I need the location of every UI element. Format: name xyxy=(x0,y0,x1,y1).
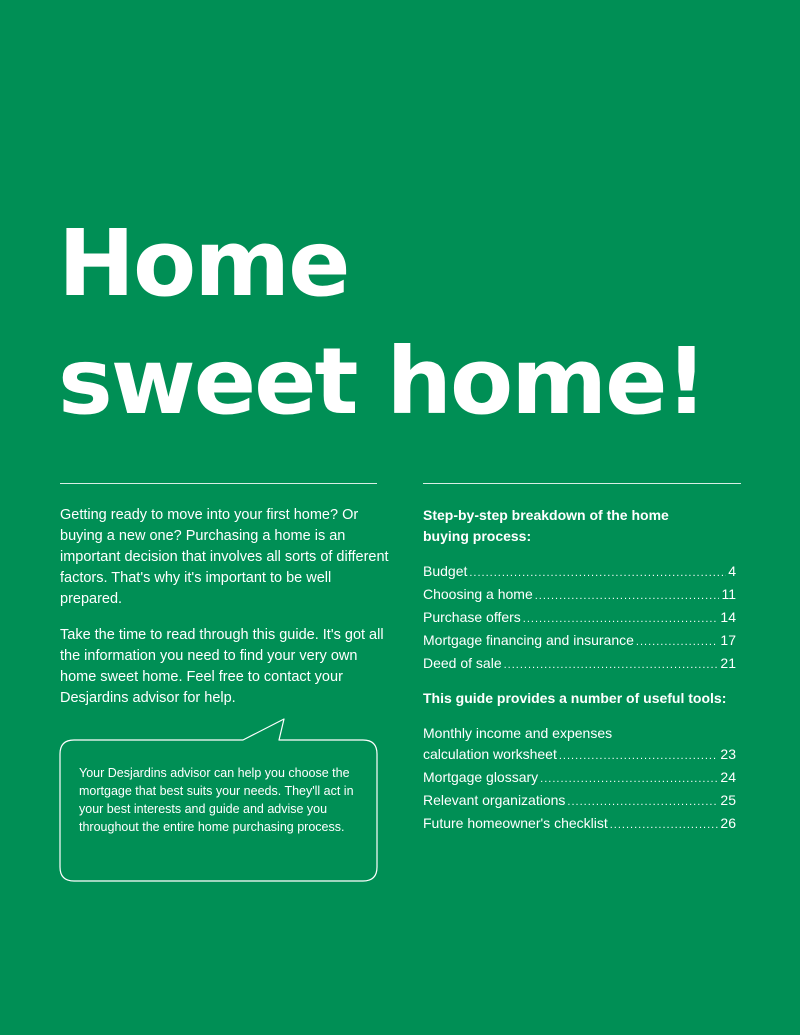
left-divider xyxy=(60,483,377,484)
toc-item-label: Choosing a home xyxy=(423,586,533,602)
toc-item-page: 4 xyxy=(728,563,736,579)
table-of-contents xyxy=(423,505,736,836)
toc-item-page: 24 xyxy=(720,769,736,785)
toc-leader-dots xyxy=(540,769,718,790)
toc-item-label: Deed of sale xyxy=(423,655,502,671)
intro-paragraph-1: Getting ready to move into your first home? Or buying a new one? Purchasing a home is an important decision that involves all sorts of different factors. That's why it's important to be well prepared. xyxy=(60,507,389,607)
advisor-callout xyxy=(60,740,377,881)
toc-item-label-first-line: Monthly income and expenses xyxy=(423,725,613,741)
toc-item-mortgage-financing[interactable] xyxy=(423,630,736,653)
toc-item-mortgage-glossary[interactable] xyxy=(423,767,736,790)
toc-leader-dots xyxy=(504,655,719,676)
toc-leader-dots xyxy=(610,815,719,836)
toc-item-relevant-organizations[interactable] xyxy=(423,790,736,813)
toc-leader-dots xyxy=(523,609,719,630)
toc-item-purchase-offers[interactable] xyxy=(423,607,736,630)
toc-item-page: 21 xyxy=(720,655,736,671)
title-line-2: sweet home! xyxy=(58,328,706,435)
toc-item-page: 17 xyxy=(720,632,736,648)
steps-heading: Step-by-step breakdown of the home buying process: xyxy=(423,507,669,544)
toc-item-page: 23 xyxy=(720,746,736,762)
intro-paragraph-2: Take the time to read through this guide. It's got all the information you need to find your very own home sweet home. Feel free to contact your Desjardins advisor for help. xyxy=(60,627,384,706)
toc-leader-dots xyxy=(559,746,719,767)
toc-leader-dots xyxy=(567,792,718,813)
toc-item-label: Budget xyxy=(423,563,468,579)
toc-item-deed-of-sale[interactable] xyxy=(423,653,736,676)
toc-item-label: calculation worksheet xyxy=(423,746,557,762)
intro-text xyxy=(60,505,390,724)
toc-item-worksheet-line xyxy=(423,744,736,767)
toc-leader-dots xyxy=(535,586,720,607)
toc-item-homeowner-checklist[interactable] xyxy=(423,813,736,836)
toc-item-label: Mortgage glossary xyxy=(423,769,539,785)
toc-item-budget[interactable] xyxy=(423,561,736,584)
page-title xyxy=(58,205,705,441)
right-divider xyxy=(423,483,741,484)
callout-text: Your Desjardins advisor can help you choose the mortgage that best suits your needs. They'll act in your best interests and guide and advise you throughout the entire home purchasing process. xyxy=(79,766,354,834)
toc-item-page: 26 xyxy=(720,815,736,831)
toc-leader-dots xyxy=(469,563,726,584)
tools-heading: This guide provides a number of useful tools: xyxy=(423,690,727,706)
toc-item-worksheet[interactable] xyxy=(423,723,736,767)
toc-leader-dots xyxy=(636,632,719,653)
toc-item-label: Purchase offers xyxy=(423,609,521,625)
toc-item-choosing-a-home[interactable] xyxy=(423,584,736,607)
tools-list xyxy=(423,723,736,836)
toc-item-label: Future homeowner's checklist xyxy=(423,815,608,831)
toc-item-page: 11 xyxy=(721,586,736,602)
title-line-1: Home xyxy=(58,210,349,317)
toc-item-label: Mortgage financing and insurance xyxy=(423,632,634,648)
toc-item-page: 14 xyxy=(720,609,736,625)
toc-item-page: 25 xyxy=(720,792,736,808)
toc-item-label: Relevant organizations xyxy=(423,792,566,808)
steps-list xyxy=(423,561,736,676)
